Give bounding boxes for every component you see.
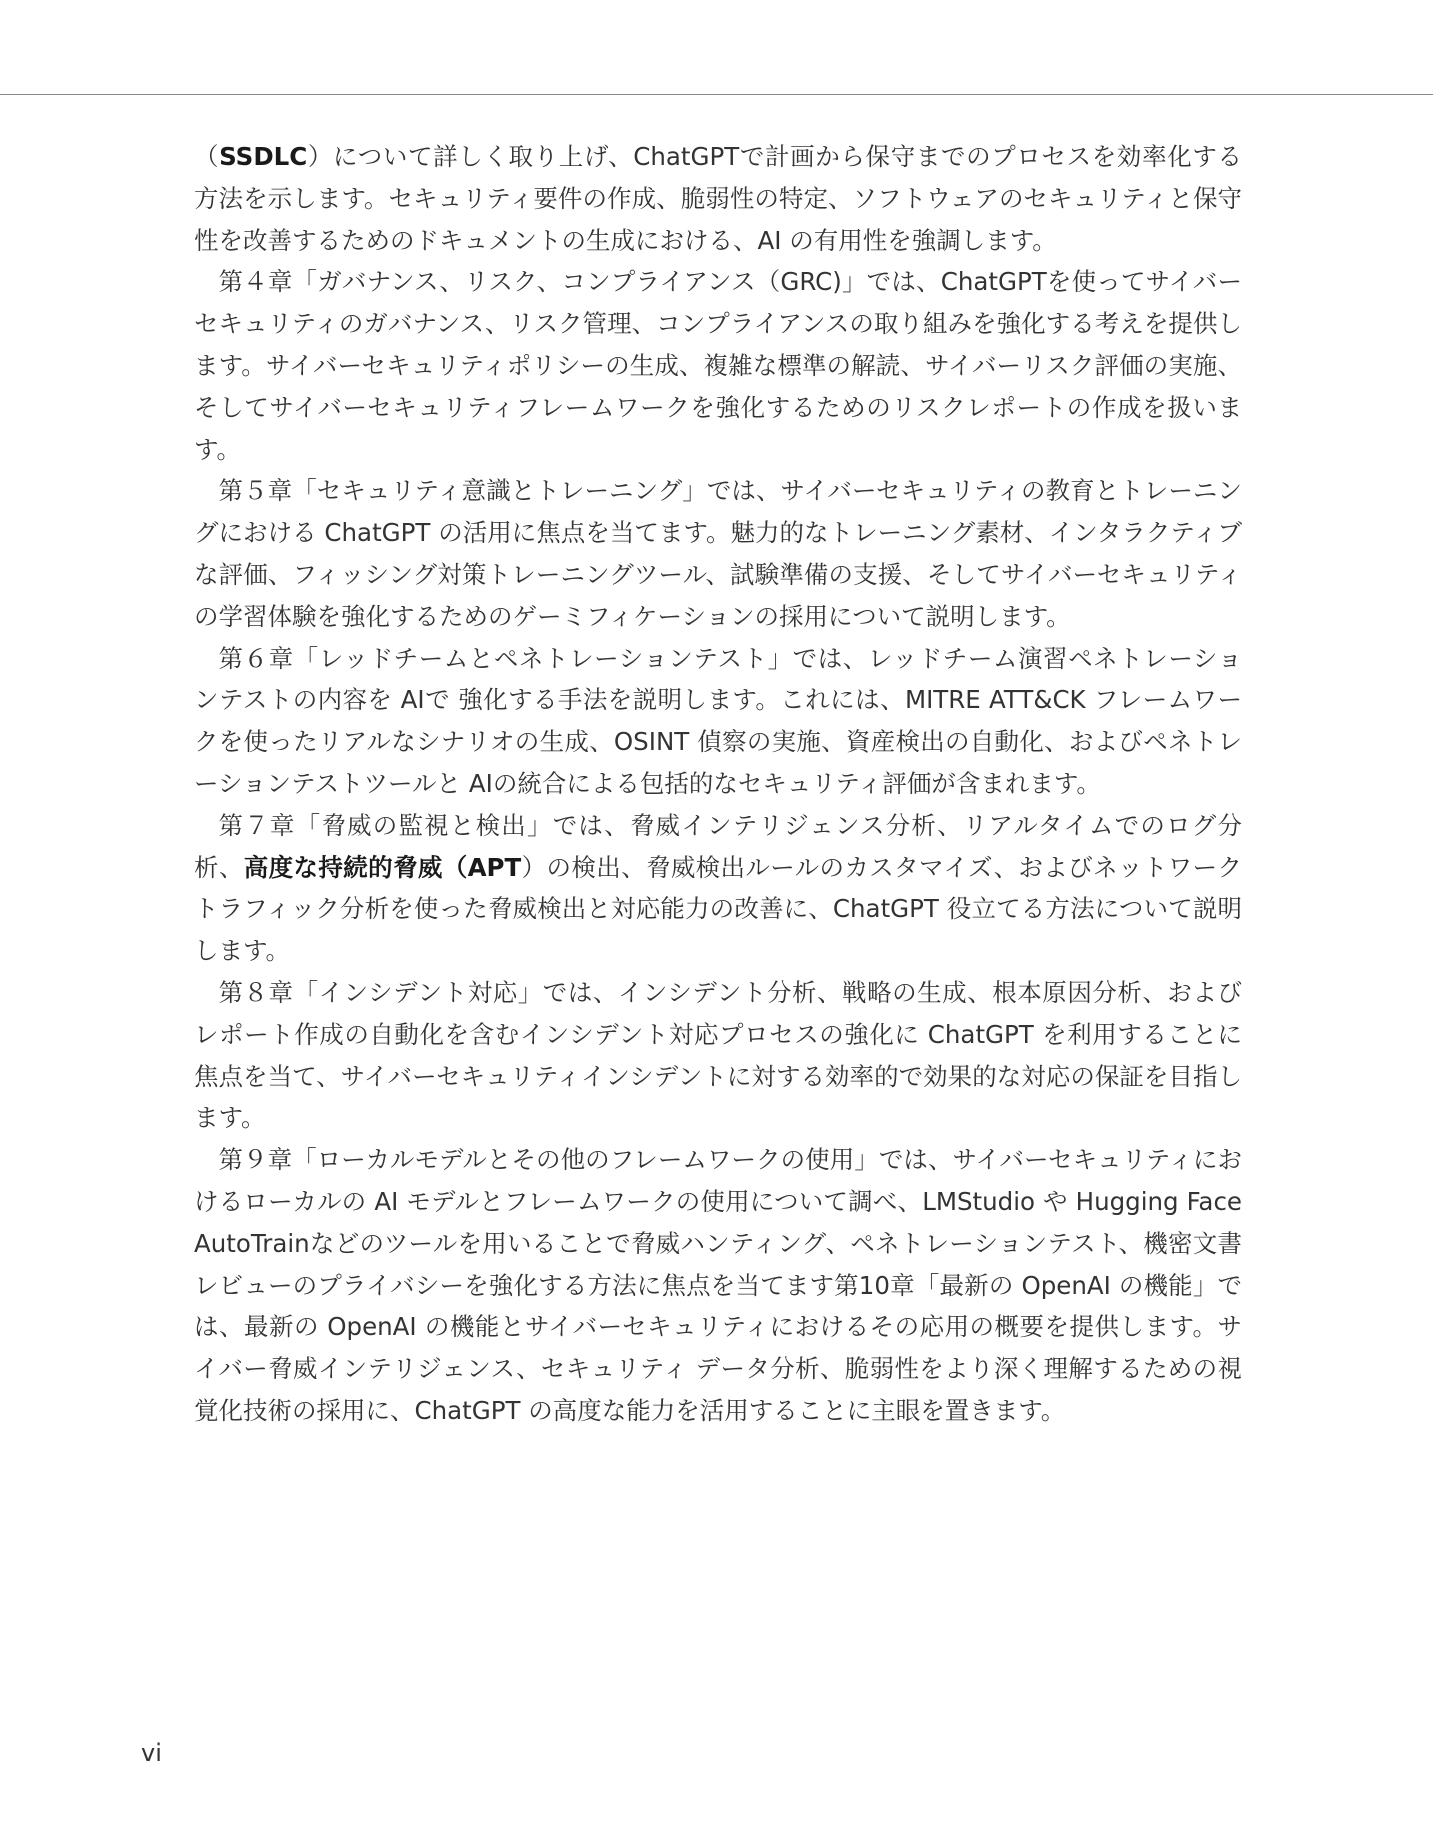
text-segment: 第７章「脅威の監視と検出」では、脅威インテリジェンス分析、リアルタイムでのログ分析、 — [194, 810, 1242, 882]
text-segment: 第８章「インシデント対応」では、インシデント分析、戦略の生成、根本原因分析、およびレポート作成の自動化を含むインシデント対応プロセスの強化に ChatGPT を利用することに焦点を当て、サイバーセキュリティインシデントに対する効率的で効果的な対応の保証を目指します。 — [194, 977, 1242, 1133]
header-rule — [0, 94, 1433, 95]
body-text — [194, 136, 1242, 1432]
text-segment: （ — [194, 142, 220, 171]
paragraph-chapter-8 — [194, 972, 1242, 1139]
text-segment: ）の検出、脅威検出ルールのカスタマイズ、およびネットワークトラフィック分析を使った脅威検出と対応能力の改善に、ChatGPT 役立てる方法について説明します。 — [194, 852, 1242, 966]
text-segment: 第４章「ガバナンス、リスク、コンプライアンス（GRC)」では、ChatGPTを使ってサイバーセキュリティのガバナンス、リスク管理、コンプライアンスの取り組みを強化する考えを提供します。サイバーセキュリティポリシーの生成、複雑な標準の解読、サイバーリスク評価の実施、そしてサイバーセキュリティフレームワークを強化するためのリスクレポートの作成を扱います。 — [194, 267, 1242, 464]
paragraph-chapter-7 — [194, 805, 1242, 972]
paragraph-chapter-4 — [194, 261, 1242, 470]
text-segment: ）について詳しく取り上げ、ChatGPTで計画から保守までのプロセスを効率化する方法を示します。セキュリティ要件の作成、脆弱性の特定、ソフトウェアのセキュリティと保守性を改善するためのドキュメントの生成における、AI の有用性を強調します。 — [194, 142, 1242, 255]
paragraph-ssdlc — [194, 136, 1242, 261]
paragraph-chapter-6 — [194, 638, 1242, 805]
text-segment: 第５章「セキュリティ意識とトレーニング」では、サイバーセキュリティの教育とトレーニングにおける ChatGPT の活用に焦点を当てます。魅力的なトレーニング素材、インタラクティブな評価、フィッシング対策トレーニングツール、試験準備の支援、そしてサイバーセキュリティの学習体験を強化するためのゲーミフィケーションの採用について説明します。 — [194, 476, 1242, 631]
text-segment: 第９章「ローカルモデルとその他のフレームワークの使用」では、サイバーセキュリティにおけるローカルの AI モデルとフレームワークの使用について調べ、LMStudio や Hugging Face AutoTrainなどのツールを用いることで脅威ハンティング、ペネトレーションテスト、機密文書レビューのプライバシーを強化する方法に焦点を当てます第10章「最新の OpenAI の機能」では、最新の OpenAI の機能とサイバーセキュリティにおけるその応用の概要を提供します。サイバー脅威インテリジェンス、セキュリティ データ分析、脆弱性をより深く理解するための視覚化技術の採用に、ChatGPT の高度な能力を活用することに主眼を置きます。 — [194, 1145, 1242, 1425]
paragraph-chapter-5 — [194, 470, 1242, 637]
bold-term-apt: 高度な持続的脅威（APT — [243, 852, 522, 882]
paragraph-chapter-9-10 — [194, 1139, 1242, 1432]
bold-term-ssdlc: SSDLC — [219, 142, 308, 171]
page-number: vi — [141, 1739, 162, 1767]
text-segment: 第６章「レッドチームとペネトレーションテスト」では、レッドチーム演習ペネトレーションテストの内容を AIで 強化する手法を説明します。これには、MITRE ATT&CK フレームワークを使ったリアルなシナリオの生成、OSINT 偵察の実施、資産検出の自動化、およびペネトレーションテストツールと AIの統合による包括的なセキュリティ評価が含まれます。 — [194, 643, 1242, 798]
